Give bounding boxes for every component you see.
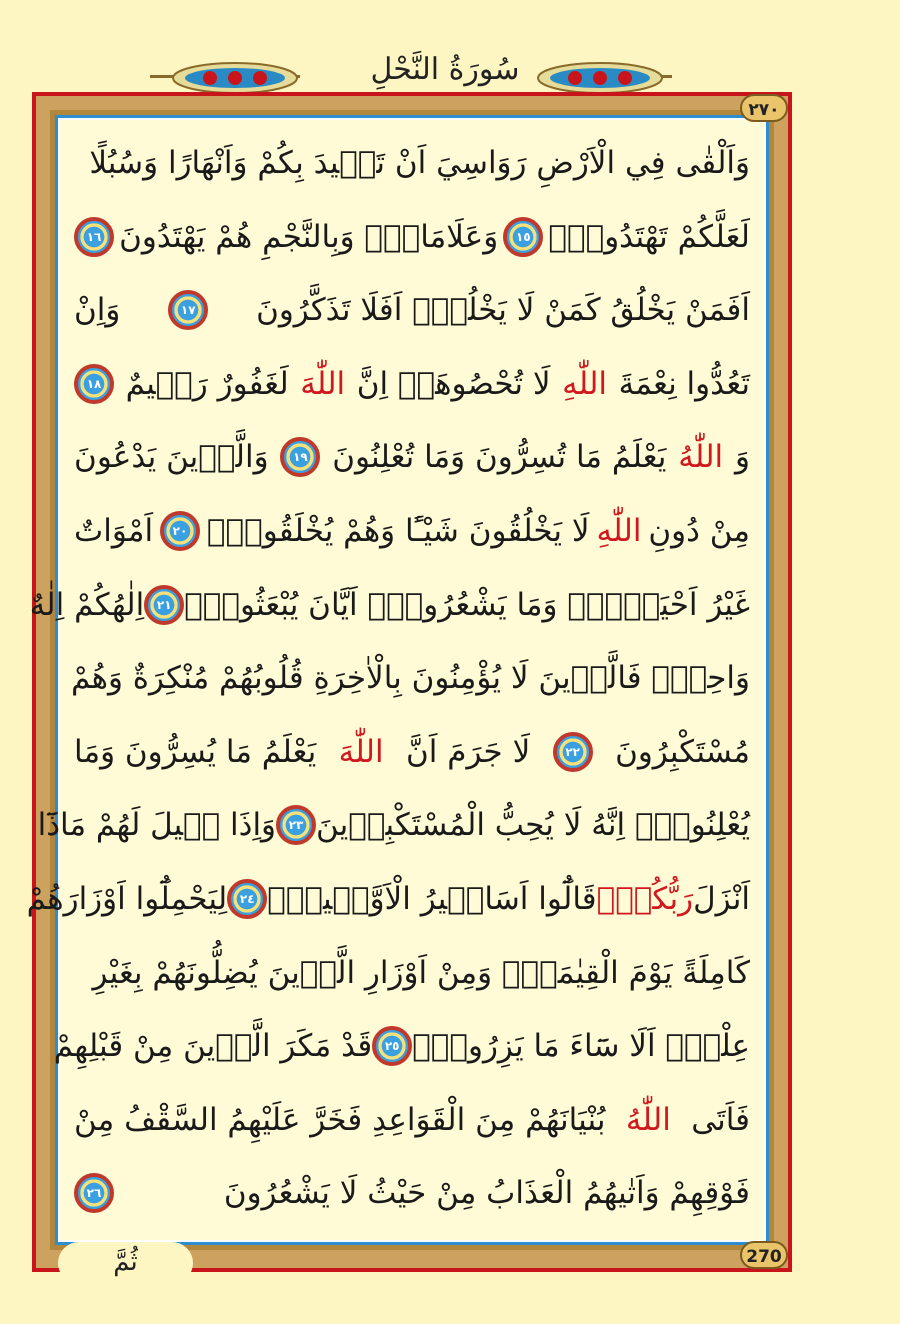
text-line bbox=[74, 349, 750, 419]
verse-text: قَالُٓوا اَسَاط۪يرُ الْاَوَّل۪ينَۙ bbox=[267, 881, 597, 917]
verse-text: كَامِلَةً يَوْمَ الْقِيٰمَةِۙ وَمِنْ اَوْزَارِ الَّذ۪ينَ يُضِلُّونَهُمْ بِغَيْرِ bbox=[92, 954, 750, 991]
verse-text: اَفَمَنْ يَخْلُقُ كَمَنْ لَا يَخْلُقُۜ اَفَلَا تَذَكَّرُونَ bbox=[256, 292, 750, 329]
text-line bbox=[74, 128, 750, 198]
verse-text: وَاِنْ bbox=[74, 292, 121, 329]
text-line bbox=[74, 422, 750, 492]
verse-text: وَ bbox=[735, 439, 750, 476]
text-line bbox=[74, 1085, 750, 1155]
floral-ornament-icon bbox=[170, 60, 300, 96]
verse-text: قَدْ مَكَرَ الَّذ۪ينَ مِنْ قَبْلِهِمْ bbox=[53, 1028, 373, 1065]
verse-text: لَا يَخْلُقُونَ شَيْـًٔا وَهُمْ يُخْلَقُونَۜ bbox=[206, 513, 590, 549]
verse-text: يُعْلِنُونَۜ اِنَّهُ لَا يُحِبُّ الْمُسْتَكْبِر۪ينَ bbox=[316, 807, 750, 844]
text-line bbox=[70, 643, 750, 713]
verse-number-marker: ٢٠ bbox=[160, 511, 200, 551]
text-line bbox=[74, 202, 750, 272]
verse-number-marker: ١٦ bbox=[74, 217, 114, 257]
verse-text: فَاَتَى bbox=[691, 1101, 750, 1138]
divine-name: اللّٰهِ bbox=[596, 513, 642, 549]
verse-text: عِلْمٍۜ اَلَا سَٓاءَ مَا يَزِرُونَۚ bbox=[412, 1028, 750, 1065]
divine-name: اللّٰهَ bbox=[300, 365, 346, 402]
text-line bbox=[74, 938, 750, 1008]
text-line bbox=[29, 570, 750, 640]
text-line bbox=[74, 717, 750, 787]
verse-number-marker: ٢٤ bbox=[227, 879, 267, 919]
page-number-top: ٢٧٠ bbox=[740, 94, 788, 122]
divine-name: اللّٰهِ bbox=[562, 365, 608, 402]
divine-name: اللّٰهُ bbox=[678, 439, 724, 476]
text-line bbox=[74, 1158, 750, 1228]
verse-text: مِنْ دُونِ bbox=[648, 513, 750, 549]
verse-text: لَغَفُورٌ رَح۪يمٌ bbox=[125, 365, 289, 402]
text-line bbox=[37, 790, 750, 860]
verse-text: وَعَلَامَاتٍۜ وَبِالنَّجْمِ هُمْ يَهْتَدُونَ bbox=[119, 218, 499, 255]
divine-name: رَبُّكُمْۙ bbox=[596, 881, 694, 917]
verse-number-marker: ١٨ bbox=[74, 364, 114, 404]
divine-name: اللّٰهَ bbox=[338, 733, 384, 770]
verse-text: لِيَحْمِلُٓوا اَوْزَارَهُمْ bbox=[26, 881, 228, 917]
verse-text: وَالَّذ۪ينَ يَدْعُونَ bbox=[74, 439, 269, 476]
verse-number-marker: ١٥ bbox=[503, 217, 543, 257]
divine-name: اللّٰهُ bbox=[625, 1101, 671, 1138]
verse-text: فَوْقِهِمْ وَاَتٰيهُمُ الْعَذَابُ مِنْ حَيْثُ لَا يَشْعُرُونَ bbox=[223, 1175, 750, 1212]
verse-text: بُنْيَانَهُمْ مِنَ الْقَوَاعِدِ فَخَرَّ عَلَيْهِمُ السَّقْفُ مِنْ bbox=[74, 1101, 606, 1138]
verse-text: يَعْلَمُ مَا تُسِرُّونَ وَمَا تُعْلِنُونَ bbox=[332, 439, 667, 476]
verse-text: اَنْزَلَ bbox=[693, 881, 750, 917]
text-line bbox=[53, 1011, 750, 1081]
verse-number-marker: ٢٥ bbox=[372, 1026, 412, 1066]
verse-text: اَمْوَاتٌ bbox=[74, 513, 154, 549]
verse-text: لَعَلَّكُمْ تَهْتَدُونَۙ bbox=[548, 218, 750, 255]
verse-number-marker: ٢٢ bbox=[553, 732, 593, 772]
verse-number-marker: ١٧ bbox=[168, 290, 208, 330]
verse-text: وَاِذَا ق۪يلَ لَهُمْ مَاذَٓا bbox=[37, 807, 277, 844]
verse-text: لَا جَرَمَ اَنَّ bbox=[406, 733, 531, 770]
surah-title: سُورَةُ النَّحْلِ bbox=[370, 52, 520, 87]
verse-number-marker: ٢٣ bbox=[276, 805, 316, 845]
verse-text: مُسْتَكْبِرُونَ bbox=[615, 733, 750, 770]
text-line bbox=[26, 864, 750, 934]
catchword: ثُمَّ bbox=[58, 1242, 193, 1284]
verse-text: تَعُدُّوا نِعْمَةَ bbox=[618, 365, 750, 402]
verse-text: وَاَلْقٰى فِي الْاَرْضِ رَوَاسِيَ اَنْ تَم۪يدَ بِكُمْ وَاَنْهَارًا وَسُبُلًا bbox=[89, 145, 750, 181]
verse-text: وَاحِدٌۚ فَالَّذ۪ينَ لَا يُؤْمِنُونَ بِالْاٰخِرَةِ قُلُوبُهُمْ مُنْكِرَةٌ وَهُمْ bbox=[70, 660, 750, 697]
verse-number-marker: ١٩ bbox=[280, 437, 320, 477]
verse-text: اِلٰهُكُمْ اِلٰهٌ bbox=[29, 586, 145, 623]
text-line bbox=[74, 496, 750, 566]
verse-text: لَا تُحْصُوهَاۜ اِنَّ bbox=[356, 365, 551, 402]
page-number-bottom: 270 bbox=[740, 1241, 788, 1269]
verse-text: يَعْلَمُ مَا يُسِرُّونَ وَمَا bbox=[74, 733, 317, 770]
verse-number-marker: ٢١ bbox=[144, 585, 184, 625]
verse-text: غَيْرُ اَحْيَاۤءٍۚ وَمَا يَشْعُرُونَۙ اَيَّانَ يُبْعَثُونَۚ bbox=[184, 586, 750, 623]
text-block bbox=[26, 120, 764, 1240]
text-line bbox=[74, 275, 750, 345]
verse-number-marker: ٢٦ bbox=[74, 1173, 114, 1213]
